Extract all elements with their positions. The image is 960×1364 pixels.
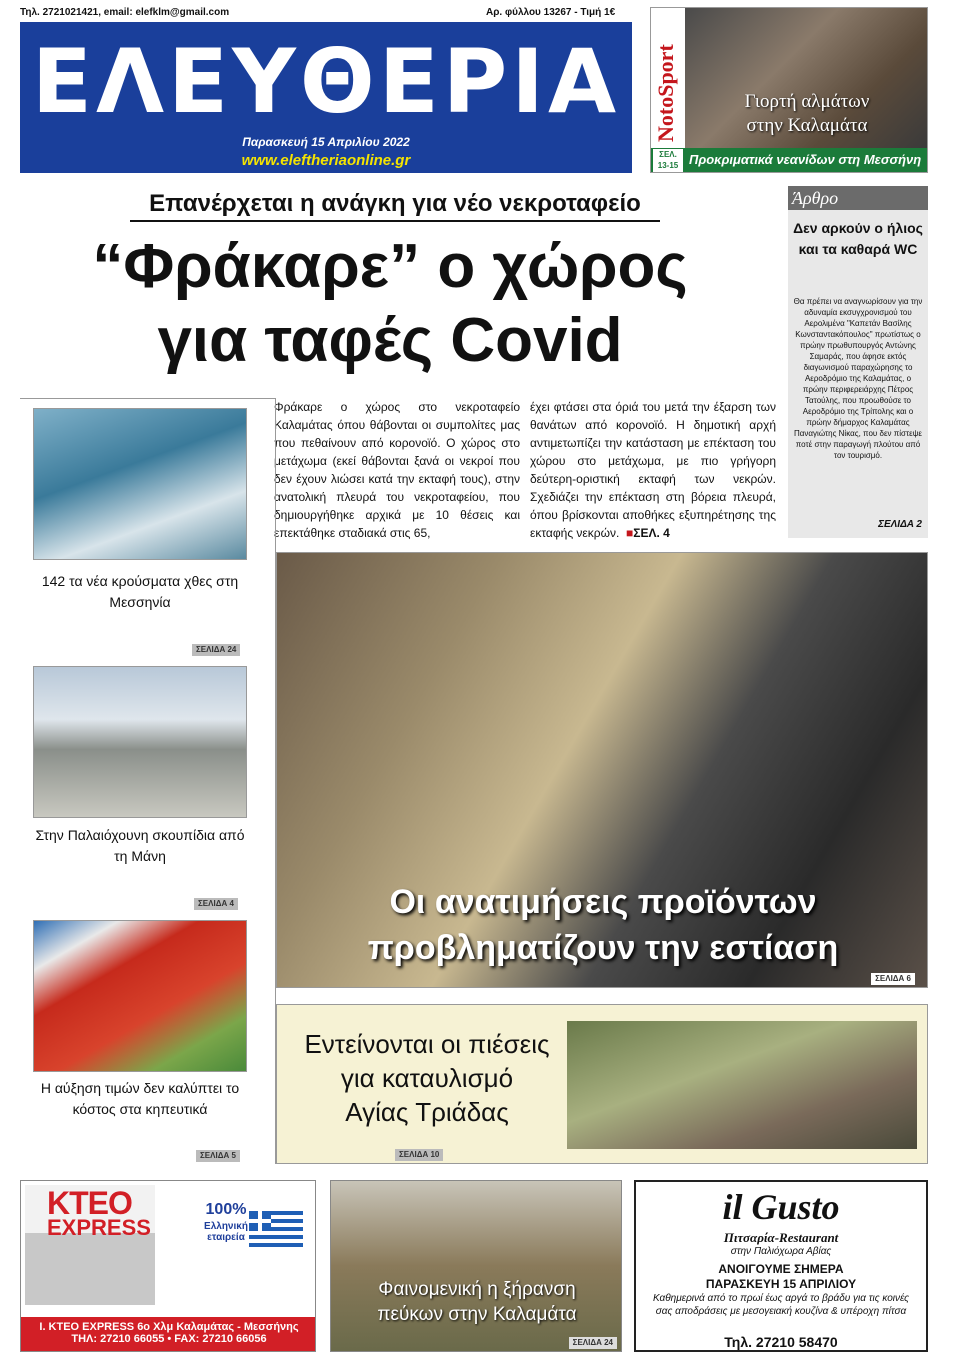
lede-page-ref: ΣΕΛ. 4	[633, 526, 670, 540]
sport-strip-text: Προκριματικά νεανίδων στη Μεσσήνη	[689, 152, 922, 167]
photo-story-caption: Οι ανατιμήσεις προϊόντων προβληματίζουν την εστίαση	[367, 883, 839, 967]
pines-page-ref: ΣΕΛΙΔΑ 24	[569, 1337, 617, 1349]
side-page-ref-1: ΣΕΛΙΔΑ 24	[192, 644, 240, 656]
gusto-open-2: ΠΑΡΑΣΚΕΥΗ 15 ΑΠΡΙΛΙΟΥ	[705, 1277, 857, 1291]
kteo-footer: I. ΚΤΕΟ EXPRESS 6ο Χλμ Καλαμάτας - Μεσσήνης ΤΗΛ: 27210 66055 • FAX: 27210 66056	[21, 1317, 316, 1352]
gusto-ad[interactable]	[634, 1180, 928, 1352]
side-caption-1[interactable]: 142 τα νέα κρούσματα χθες στη Μεσσηνία	[41, 573, 239, 610]
kteo-claim-2: Ελληνική εταιρεία	[204, 1221, 248, 1243]
kteo-brand: ΚΤΕΟ	[47, 1185, 132, 1221]
hospital-photo	[33, 408, 247, 560]
side-caption-3[interactable]: Η αύξηση τιμών δεν καλύπτει το κόστος στα κηπευτικά	[40, 1080, 240, 1117]
camp-story[interactable]	[276, 1004, 928, 1164]
side-caption-2[interactable]: Στην Παλαιόχουνη σκουπίδια από τη Μάνη	[35, 827, 245, 864]
article-page-ref: ΣΕΛΙΔΑ 2	[878, 519, 922, 530]
kteo-ad[interactable]	[20, 1180, 316, 1352]
camp-page-ref: ΣΕΛΙΔΑ 10	[395, 1149, 443, 1161]
main-headline[interactable]: “Φράκαρε” ο χώρος για ταφές Covid	[92, 232, 688, 375]
contact-info: Τηλ. 2721021421, email: elefklm@gmail.com	[20, 7, 230, 18]
bar-photo-story[interactable]	[276, 552, 928, 988]
pines-story[interactable]	[330, 1180, 622, 1352]
gusto-open-1: ΑΝΟΙΓΟΥΜΕ ΣΗΜΕΡΑ	[718, 1262, 844, 1276]
main-kicker: Επανέρχεται η ανάγκη για νέο νεκροταφείο	[130, 190, 660, 222]
website-link[interactable]: www.eleftheriaonline.gr	[241, 152, 411, 169]
lede-column-1: Φράκαρε ο χώρος στο νεκροταφείο Καλαμάτας όπου θάβονται οι συμπολίτες μας που πεθαίνουν από κορονοϊό. Ο χώρος στο μετάχωμα (εκεί θάβονται ξανά οι νεκροί που δεν έχουν λιώσει κατά την εκταφή τους), στην ανατολική πλευρά του νεκροταφείου, που δημιουργήθηκε αρχικά με 10 θέσεις και επεκτάθηκε σταδιακά στις 65,	[274, 400, 520, 540]
opinion-article[interactable]	[788, 186, 928, 538]
article-title: Δεν αρκούν ο ήλιος και τα καθαρά WC	[793, 220, 923, 257]
sport-page-ref: ΣΕΛ. 13-15	[653, 149, 683, 173]
sport-strip	[651, 148, 928, 173]
side-page-ref-3: ΣΕΛΙΔΑ 5	[196, 1150, 240, 1162]
kteo-claim: 100%	[205, 1201, 247, 1218]
gusto-description: Καθημερινά από το πρωί έως αργά το βράδυ για τις κοινές σας αποδράσεις με μεσογειακή κουζίνα & υπέροχη πίτσα	[652, 1293, 910, 1317]
gusto-phone: Τηλ. 27210 58470	[724, 1334, 838, 1350]
side-page-ref-2: ΣΕΛΙΔΑ 4	[194, 898, 238, 910]
greek-flag-icon	[249, 1211, 303, 1247]
article-label: Άρθρο	[788, 186, 928, 210]
lede-column-2: έχει φτάσει στα όριά του μετά την έξαρση των θανάτων από κορονοϊό. Η δημοτική αρχή αντιμετωπίζει την κατάσταση με επέκταση του χώρου στο μετάχωμα, με πιο γρήγορη δεύτερη-οριστική εκταφή των νεκρών. Σχεδιάζει την επέκταση στη βόρεια πλευρά, όπου βρίσκονται αποθήκες εξυπηρέτησης της εκταφής νεκρών. ■ΣΕΛ. 4	[530, 400, 776, 540]
gusto-brand: il Gusto	[722, 1187, 840, 1227]
masthead	[20, 22, 632, 173]
garbage-truck-photo	[33, 666, 247, 818]
gusto-subtitle: Πιτσαρία-Restaurant	[723, 1230, 839, 1245]
newspaper-logo: ΕΛΕΥΘΕΡΙΑ	[31, 30, 621, 133]
camp-photo	[567, 1021, 917, 1149]
article-body: Θα πρέπει να αναγνωρίσουν για την αδυναμία εκσυγχρονισμού του Αερολιμένα "Καπετάν Βασίλης Κωνσταντακόπουλος" πρωτίστως ο πρώην πρωθυπουργός Αντώνης Σαμαράς, που άφησε εκτός διαγωνισμού παραχώρησης το Αεροδρόμιο της Καλαμάτας, ο πρώην περιφερειάρχης Πέτρος Τατούλης, που προωθούσε το Αεροδρόμιο της Τρίπολης και ο πρώην δήμαρχος Καλαμάτας Παναγιώτης Νίκας, που δεν πίστεψε ποτέ στην παραγωγή πλούτου από τον τουρισμό.	[793, 297, 923, 460]
kteo-brand-2: EXPRESS	[47, 1215, 151, 1240]
issue-info: Αρ. φύλλου 13267 - Τιμή 1€	[486, 7, 616, 18]
issue-date: Παρασκευή 15 Απριλίου 2022	[242, 135, 410, 149]
gusto-location: στην Παλιόχωρα Αβίας	[730, 1246, 832, 1257]
tomatoes-photo	[33, 920, 247, 1072]
photo-story-page-ref: ΣΕΛΙΔΑ 6	[871, 973, 915, 985]
camp-headline: Εντείνονται οι πιέσεις για καταυλισμό Αγίας Τριάδας	[304, 1029, 550, 1127]
sport-headline: Γιορτή αλμάτων στην Καλαμάτα	[744, 91, 870, 136]
pines-caption: Φαινομενική η ξήρανση πεύκων στην Καλαμάτα	[377, 1279, 577, 1325]
sport-teaser[interactable]	[650, 7, 928, 173]
sport-brand: NotoSport	[651, 8, 685, 148]
